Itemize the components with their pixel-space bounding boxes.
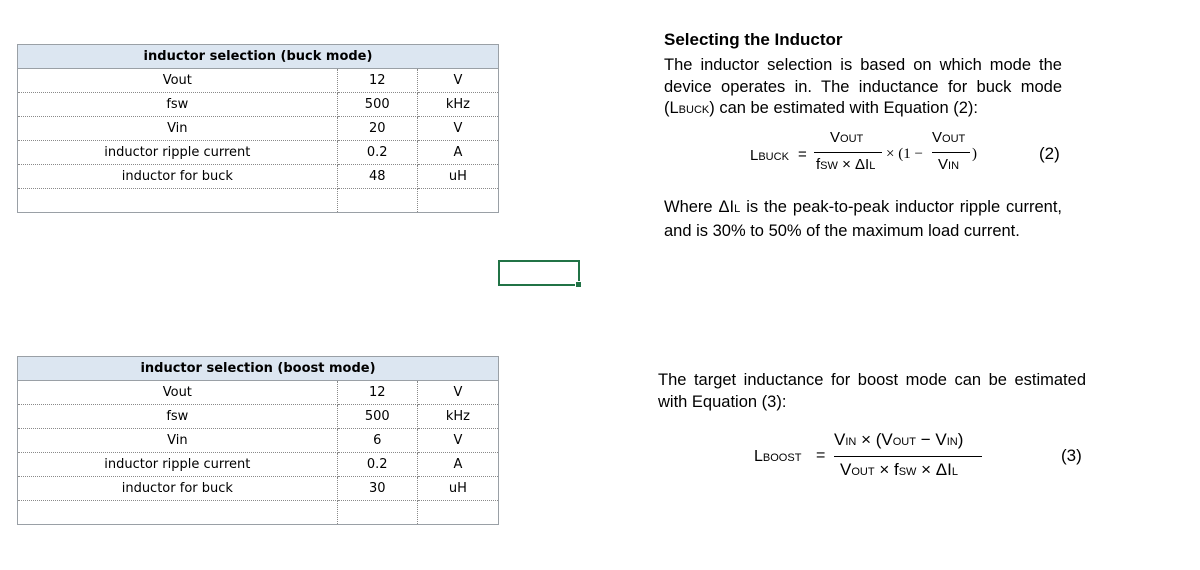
row-unit-cell[interactable]: A <box>417 141 498 165</box>
para1-subscript: BUCK <box>678 104 710 116</box>
para2-text: Where ΔI <box>664 198 735 216</box>
row-value-cell[interactable]: 0.2 <box>337 141 417 165</box>
row-unit-cell[interactable]: V <box>417 69 498 93</box>
eq3-den-fsw: × f <box>879 460 899 479</box>
eq2-denominator-2 <box>938 156 959 173</box>
buck-table-header[interactable]: inductor selection (buck mode) <box>18 45 499 69</box>
para1-text: The inductor selection is based on which mode the device operates in. The inductance for buck mode (L <box>664 56 1062 117</box>
eq3-den-vout: V <box>840 460 852 479</box>
table-row-empty <box>18 501 499 525</box>
eq2-fraction-bar-1 <box>814 152 882 153</box>
eq2-den1-ripple-subscript: L <box>869 160 876 172</box>
table-header-row <box>18 45 499 69</box>
eq3-den-fsw-subscript: SW <box>898 466 917 478</box>
section-title: Selecting the Inductor <box>664 30 843 49</box>
eq3-num-minus-vin-subscript: IN <box>946 436 958 448</box>
buck-description-paragraph <box>664 55 1062 122</box>
eq3-fraction-bar <box>834 456 982 457</box>
eq3-lhs <box>754 448 801 466</box>
row-unit-cell[interactable]: uH <box>417 477 498 501</box>
row-label-cell[interactable]: inductor ripple current <box>18 141 338 165</box>
eq2-num2-subscript: OUT <box>942 133 966 145</box>
row-value-cell[interactable]: 12 <box>337 381 417 405</box>
row-value-cell[interactable]: 30 <box>337 477 417 501</box>
eq2-lhs-symbol: L <box>750 147 759 164</box>
table-row-empty <box>18 189 499 213</box>
eq2-numerator-1 <box>830 129 863 146</box>
row-unit-cell[interactable]: V <box>417 429 498 453</box>
table-row <box>18 429 499 453</box>
eq2-den2-symbol: V <box>938 156 949 173</box>
eq2-numerator-2 <box>932 129 965 146</box>
eq2-number: (2) <box>1039 144 1060 163</box>
eq2-lhs-subscript: BUCK <box>758 151 789 163</box>
row-value-cell[interactable]: 500 <box>337 405 417 429</box>
row-value-cell[interactable]: 12 <box>337 69 417 93</box>
eq3-den-ripple-subscript: L <box>951 466 959 478</box>
table-row <box>18 93 499 117</box>
active-cell-selection[interactable] <box>498 260 580 286</box>
eq2-times: × (1 − <box>886 146 923 162</box>
buck-mode-table <box>17 44 499 213</box>
table-row <box>18 453 499 477</box>
row-label-cell[interactable]: Vout <box>18 381 338 405</box>
eq3-num-vout: × (V <box>861 430 893 449</box>
row-label-cell[interactable]: fsw <box>18 93 338 117</box>
eq2-denominator-1 <box>816 156 875 173</box>
eq3-num-vin: V <box>834 430 846 449</box>
table-row <box>18 69 499 93</box>
row-label-cell[interactable]: Vin <box>18 429 338 453</box>
para1-text-end: ) can be estimated with Equation (2): <box>709 99 978 117</box>
para2-text-end: is the peak-to-peak inductor ripple current, and is 30% to 50% of the maximum load current. <box>664 198 1062 240</box>
eq3-equals: = <box>816 447 826 464</box>
eq3-denominator <box>840 460 958 480</box>
equation-2 <box>740 128 1080 186</box>
ripple-definition-paragraph <box>664 197 1062 242</box>
para2-subscript: L <box>734 203 741 215</box>
empty-cell[interactable] <box>18 501 338 525</box>
eq2-num1-symbol: V <box>830 129 841 146</box>
eq2-num1-subscript: OUT <box>840 133 864 145</box>
boost-table-header[interactable]: inductor selection (boost mode) <box>18 357 499 381</box>
row-label-cell[interactable]: fsw <box>18 405 338 429</box>
table-header-row <box>18 357 499 381</box>
row-unit-cell[interactable]: kHz <box>417 93 498 117</box>
eq2-lhs <box>750 147 789 164</box>
boost-mode-table <box>17 356 499 525</box>
table-row <box>18 405 499 429</box>
row-unit-cell[interactable]: kHz <box>417 405 498 429</box>
eq2-den1-symbol: f <box>816 156 821 173</box>
row-label-cell[interactable]: Vout <box>18 69 338 93</box>
equation-3 <box>750 428 1090 490</box>
empty-cell[interactable] <box>417 189 498 213</box>
row-unit-cell[interactable]: uH <box>417 165 498 189</box>
empty-cell[interactable] <box>417 501 498 525</box>
empty-cell[interactable] <box>337 501 417 525</box>
row-label-cell[interactable]: inductor ripple current <box>18 453 338 477</box>
row-label-cell[interactable]: inductor for buck <box>18 477 338 501</box>
eq2-close-paren: ) <box>972 146 977 162</box>
empty-cell[interactable] <box>18 189 338 213</box>
eq3-num-close: ) <box>957 430 964 449</box>
eq3-lhs-symbol: L <box>754 448 763 465</box>
eq3-num-vin-subscript: IN <box>845 436 857 448</box>
row-value-cell[interactable]: 20 <box>337 117 417 141</box>
eq2-num2-symbol: V <box>932 129 943 146</box>
row-unit-cell[interactable]: A <box>417 453 498 477</box>
row-value-cell[interactable]: 6 <box>337 429 417 453</box>
eq3-lhs-subscript: BOOST <box>762 452 802 464</box>
eq2-equals: = <box>798 146 807 163</box>
eq3-num-minus-vin: − V <box>920 430 947 449</box>
table-row <box>18 477 499 501</box>
eq3-num-vout-subscript: OUT <box>892 436 916 448</box>
row-value-cell[interactable]: 48 <box>337 165 417 189</box>
fill-handle[interactable] <box>575 281 582 288</box>
eq3-den-ripple: × ΔI <box>921 460 952 479</box>
row-label-cell[interactable]: inductor for buck <box>18 165 338 189</box>
eq3-number: (3) <box>1061 446 1082 465</box>
row-label-cell[interactable]: Vin <box>18 117 338 141</box>
eq2-fraction-bar-2 <box>932 152 970 153</box>
table-row <box>18 381 499 405</box>
row-value-cell[interactable]: 0.2 <box>337 453 417 477</box>
row-value-cell[interactable]: 500 <box>337 93 417 117</box>
row-unit-cell[interactable]: V <box>417 117 498 141</box>
boost-description-paragraph: The target inductance for boost mode can be estimated with Equation (3): <box>658 371 1086 411</box>
eq2-den1-subscript: SW <box>820 160 838 172</box>
table-row <box>18 117 499 141</box>
empty-cell[interactable] <box>337 189 417 213</box>
eq2-den1-ripple: × ΔI <box>842 156 870 173</box>
eq3-numerator <box>834 430 963 450</box>
eq2-den2-subscript: IN <box>948 160 960 172</box>
table-row <box>18 165 499 189</box>
table-row <box>18 141 499 165</box>
eq3-den-vout-subscript: OUT <box>851 466 875 478</box>
row-unit-cell[interactable]: V <box>417 381 498 405</box>
